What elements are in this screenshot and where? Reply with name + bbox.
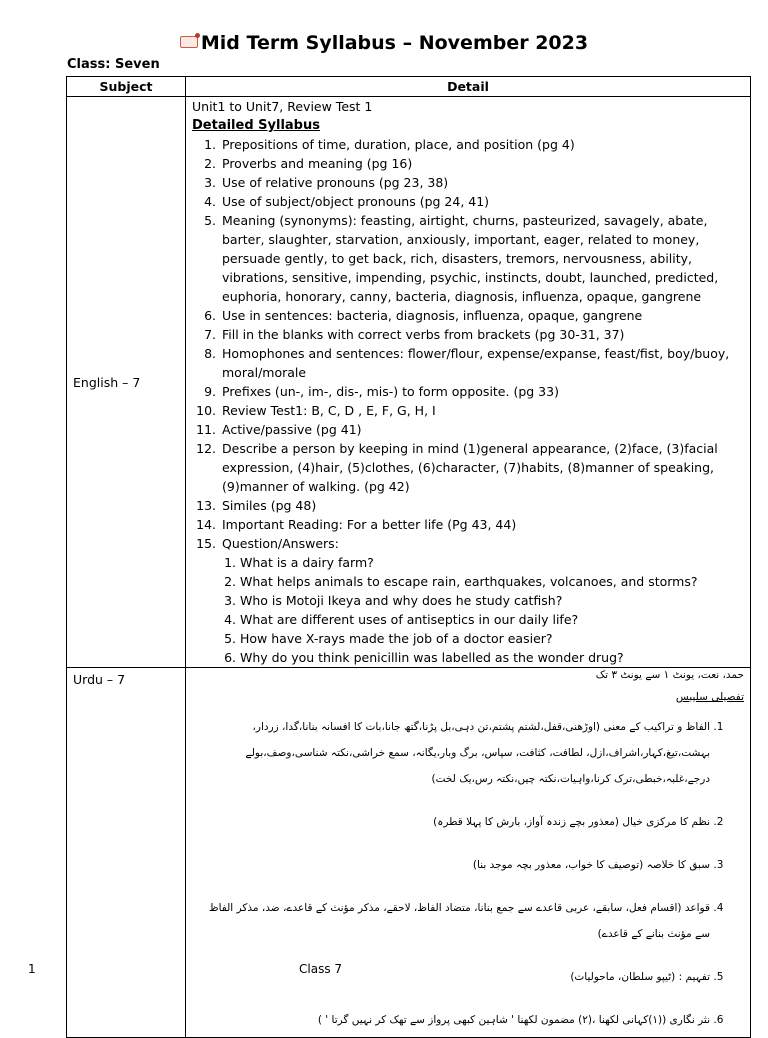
- subject-cell-english: English – 7: [67, 97, 186, 668]
- list-item: 6. Use in sentences: bacteria, diagnosis, influenza, opaque, gangrene: [220, 306, 744, 325]
- list-item: 1. Prepositions of time, duration, place, and position (pg 4): [220, 135, 744, 154]
- class-label: Class: Seven: [67, 57, 160, 72]
- question-list: [222, 553, 744, 667]
- list-item: 7. Fill in the blanks with correct verbs from brackets (pg 30-31, 37): [220, 325, 744, 344]
- list-item: 10. Review Test1: B, C, D , E, F, G, H, I: [220, 401, 744, 420]
- list-item: 2. Proverbs and meaning (pg 16): [220, 154, 744, 173]
- table-row-urdu: [67, 668, 751, 1038]
- detail-cell-urdu: [186, 668, 751, 1038]
- urdu-units: حمد، نعت، یونٹ ۱ سے یونٹ ۳ تک: [595, 669, 744, 681]
- subject-cell-urdu: Urdu – 7: [67, 668, 186, 1038]
- urdu-detailed-heading: تفصیلی سلیبس: [675, 691, 744, 703]
- detail-cell-english: [186, 97, 751, 668]
- table-row-english: [67, 97, 751, 668]
- list-item: 2. نظم کا مرکزی خیال (معذور بچے زندہ آواز، بارش کا پہلا قطرہ): [192, 809, 710, 835]
- question-item: 5. How have X-rays made the job of a doctor easier?: [240, 629, 744, 648]
- footer-class-label: Class 7: [299, 962, 343, 976]
- question-item: 1. What is a dairy farm?: [240, 553, 744, 572]
- questions-label: Question/Answers:: [222, 536, 339, 551]
- list-item: 3. Use of relative pronouns (pg 23, 38): [220, 173, 744, 192]
- list-item: 5. Meaning (synonyms): feasting, airtight, churns, pasteurized, savagely, abate, barter, slaughter, starvation, anxiously, important, eager, related to money, persuade gently, to get back, rich, disasters, tremors, nervousness, ability, vibrations, sensitive, impending, psychic, instincts, doubt, launched, predicted, euphoria, honorary, canny, bacteria, diagnosis, influenza, opaque, gangrene: [220, 211, 744, 306]
- subject-column-header: Subject: [67, 77, 186, 97]
- question-item: 4. What are different uses of antiseptics in our daily life?: [240, 610, 744, 629]
- list-item: 3. سبق کا خلاصہ (توصیف کا خواب، معذور بچہ موجد بنا): [192, 852, 710, 878]
- school-logo-icon: [180, 36, 198, 48]
- list-item: 14. Important Reading: For a better life (Pg 43, 44): [220, 515, 744, 534]
- question-item: 2. What helps animals to escape rain, earthquakes, volcanoes, and storms?: [240, 572, 744, 591]
- english-detailed-heading: Detailed Syllabus: [192, 118, 320, 133]
- list-item: 12. Describe a person by keeping in mind (1)general appearance, (2)face, (3)facial expression, (4)hair, (5)clothes, (6)character, (7)habits, (8)manner of speaking, (9)manner of walking. (pg 42): [220, 439, 744, 496]
- list-item: 8. Homophones and sentences: flower/flour, expense/expanse, feast/fist, boy/buoy, moral/morale: [220, 344, 744, 382]
- urdu-topic-list: [192, 714, 744, 1033]
- list-item: 9. Prefixes (un-, im-, dis-, mis-) to form opposite. (pg 33): [220, 382, 744, 401]
- list-item: 5. تفہیم : (ٹیپو سلطان، ماحولیات): [192, 964, 710, 990]
- english-units: Unit1 to Unit7, Review Test 1: [192, 99, 373, 114]
- question-item: 3. Who is Motoji Ikeya and why does he study catfish?: [240, 591, 744, 610]
- english-topic-list: [192, 135, 744, 667]
- list-item: 1. الفاظ و تراکیب کے معنی (اوڑھنی،قفل،لشتم پشتم،تن دہی،بل پڑنا،گتھ جانا،بات کا افسانہ بنانا،گدا، زردار، بہشت،تیغ،کہار،اشراف،ازل، لطافت، کثافت، سپاس، برگ وبار،یگانہ، سمع خراشی،نکتہ شناسی،وصف،بولے درجے،غلبہ،خبطی،ترک کرنا،واہیات،نکتہ چیں،نکتہ رس،یک لخت): [192, 714, 710, 792]
- page-title-row: [0, 30, 768, 56]
- table-header-row: [67, 77, 751, 97]
- list-item: 11. Active/passive (pg 41): [220, 420, 744, 439]
- list-item: 13. Similes (pg 48): [220, 496, 744, 515]
- list-item: 6. نثر نگاری ((۱)کہانی لکھنا ،(۲) مضمون لکھنا ' شاہین کبھی پرواز سے تھک کر نہیں گرتا ' ): [192, 1007, 710, 1033]
- detail-column-header: Detail: [186, 77, 751, 97]
- page-title: Mid Term Syllabus – November 2023: [200, 32, 589, 54]
- question-item: 6. Why do you think penicillin was labelled as the wonder drug?: [240, 648, 744, 667]
- list-item: 4. Use of subject/object pronouns (pg 24, 41): [220, 192, 744, 211]
- page-number: 1: [28, 962, 36, 976]
- syllabus-table: [66, 76, 751, 1038]
- list-item-questions: [220, 534, 744, 667]
- list-item: 4. قواعد (اقسام فعل، سابقے، عربی قاعدے سے جمع بنانا، متضاد الفاظ، لاحقے، مذکر مؤنث کے قاعدے، ضد، مذکر الفاظ سے مؤنث بنانے کے قاعدے): [192, 895, 710, 947]
